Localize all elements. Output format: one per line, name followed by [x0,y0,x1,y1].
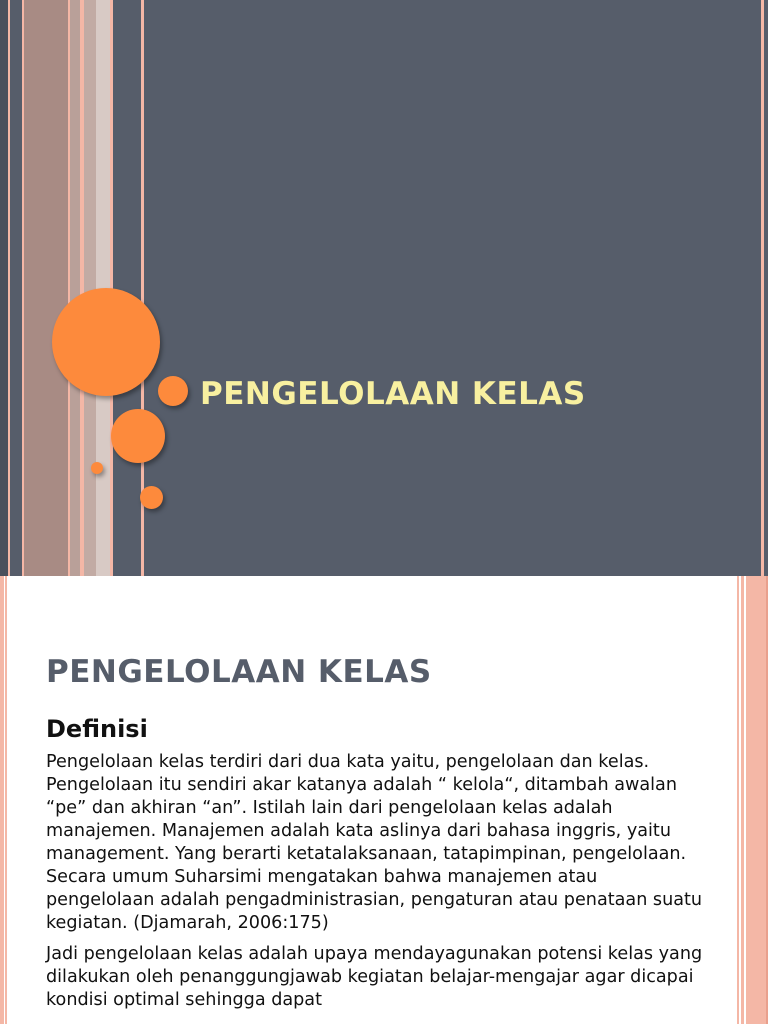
tiny-circle [91,462,103,474]
decorative-stripe [30,0,68,576]
section-subheading: Definisi [46,715,148,743]
decorative-stripe [737,576,739,1024]
slide-heading: PENGELOLAAN KELAS [46,654,432,690]
decorative-stripe [84,0,96,576]
decorative-stripe [0,576,4,1024]
paragraph: Pengelolaan kelas terdiri dari dua kata yaitu, pengelolaan dan kelas. Pengelolaan itu sendiri akar katanya adalah “ kelola“, ditambah awalan “pe” dan akhiran “an”. Istilah lain dari pengelolaan kelas adalah manajemen. Manajemen adalah kata aslinya dari bahasa inggris, yaitu management. Yang berarti ketatalaksanaan, tatapimpinan, pengelolaan. Secara umum Suharsimi mengatakan bahwa manajemen atau pengelolaan adalah pengadministrasian, pengaturan atau penataan suatu kegiatan. (Djamarah, 2006:175) [46,752,703,933]
large-circle [52,288,160,396]
decorative-stripe [70,0,80,576]
decorative-stripe [741,576,744,1024]
decorative-stripe [761,0,764,576]
decorative-stripe [0,0,8,576]
small-circle [158,376,188,406]
decorative-stripe [746,576,766,1024]
slide-title: PENGELOLAAN KELAS [200,376,586,412]
paragraph: Jadi pengelolaan kelas adalah upaya mendayagunakan potensi kelas yang dilakukan oleh penanggungjawab kegiatan belajar-mengajar agar dicapai kondisi optimal sehingga dapat [46,944,703,1010]
content-slide [0,576,768,1024]
medium-circle [111,409,165,463]
small-circle [140,486,163,509]
body-text [46,751,711,1020]
decorative-stripe [5,576,7,1024]
decorative-stripe [8,0,10,576]
